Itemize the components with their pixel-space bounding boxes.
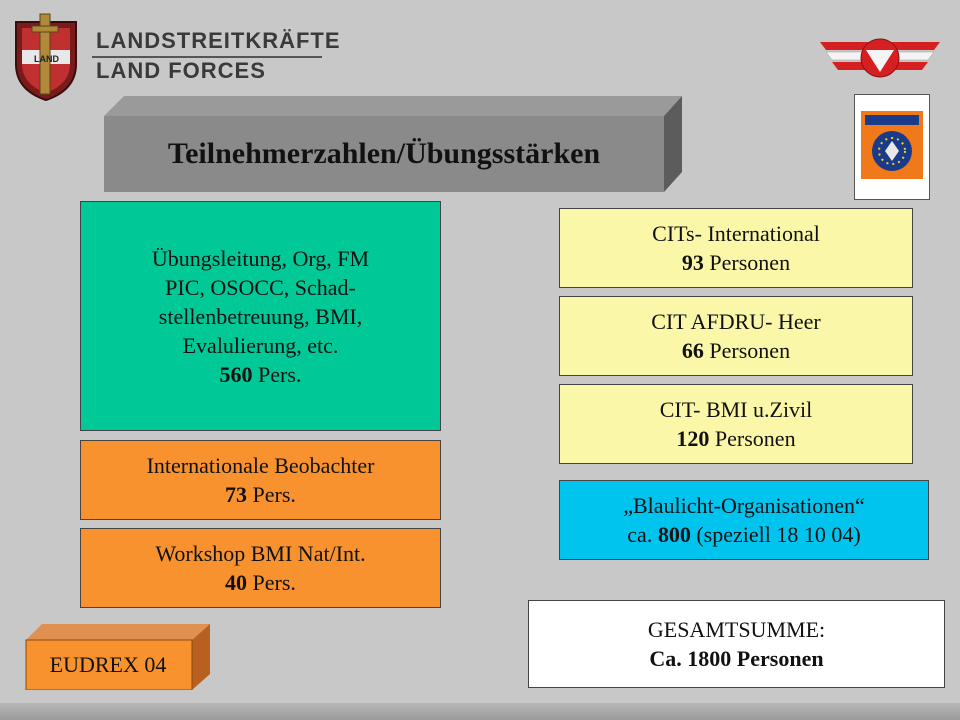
- land-forces-logo: [8, 12, 341, 102]
- leitung-line-3: stellenbetreuung, BMI,: [158, 303, 363, 329]
- eu-exercise-logo: [854, 94, 930, 200]
- workshop-count: 40: [225, 570, 248, 595]
- bottom-stripe: [0, 703, 960, 720]
- beobachter-box: [80, 440, 441, 520]
- logo-text-landstreitkraefte: LANDSTREITKRÄFTE: [96, 28, 341, 53]
- eudrex-label: EUDREX 04: [49, 652, 167, 677]
- leitung-unit: Pers.: [258, 361, 302, 387]
- blaulicht-count-line: [627, 520, 860, 549]
- blaulicht-box: [559, 480, 929, 560]
- cit-bmi-count: 120: [676, 426, 710, 451]
- cit-international-count: 93: [681, 250, 704, 275]
- austria-flag-emblem-icon: [816, 36, 944, 86]
- blaulicht-count: 800: [657, 522, 691, 547]
- cit-afdru-unit: Personen: [709, 338, 791, 363]
- cit-afdru-box: [559, 296, 913, 376]
- blaulicht-prefix: ca.: [627, 522, 653, 547]
- workshop-line: Workshop BMI Nat/Int.: [155, 541, 366, 566]
- logo-text-land-forces: LAND FORCES: [96, 58, 266, 83]
- cit-afdru-count: 66: [681, 338, 704, 363]
- shield-icon: [8, 12, 98, 102]
- svg-text:LAND: LAND: [34, 54, 59, 64]
- leitung-line-4: Evalulierung, etc.: [182, 332, 339, 358]
- cit-bmi-line: CIT- BMI u.Zivil: [659, 397, 813, 422]
- beobachter-line: Internationale Beobachter: [146, 453, 375, 478]
- workshop-unit: Pers.: [252, 570, 296, 595]
- beobachter-count-line: [225, 480, 296, 509]
- gesamtsumme-label: GESAMTSUMME:: [647, 617, 826, 642]
- cit-international-line: CITs- International: [652, 221, 820, 246]
- beobachter-unit: Pers.: [252, 482, 296, 507]
- gesamtsumme-box: [528, 600, 945, 688]
- cit-bmi-count-line: [676, 424, 795, 453]
- gesamtsumme-value: Ca. 1800 Personen: [649, 646, 824, 671]
- beobachter-count: 73: [225, 482, 248, 507]
- cit-international-unit: Personen: [709, 250, 791, 275]
- leitung-line-1: Übungsleitung, Org, FM: [151, 245, 370, 271]
- workshop-count-line: [225, 568, 296, 597]
- cit-bmi-box: [559, 384, 913, 464]
- leitung-count: 560: [219, 361, 253, 387]
- cit-bmi-unit: Personen: [714, 426, 796, 451]
- leitung-line-2: PIC, OSOCC, Schad-: [165, 274, 356, 300]
- leitung-count-line: [220, 360, 302, 389]
- cit-international-count-line: [682, 248, 790, 277]
- cit-international-box: [559, 208, 913, 288]
- leitung-box: [80, 201, 441, 431]
- workshop-box: [80, 528, 441, 608]
- cit-afdru-line: CIT AFDRU- Heer: [651, 309, 821, 334]
- page-title: Teilnehmerzahlen/Übungsstärken: [167, 137, 601, 170]
- blaulicht-suffix: (speziell 18 10 04): [696, 522, 861, 547]
- blaulicht-line: „Blaulicht-Organisationen“: [623, 493, 865, 518]
- cit-afdru-count-line: [682, 336, 790, 365]
